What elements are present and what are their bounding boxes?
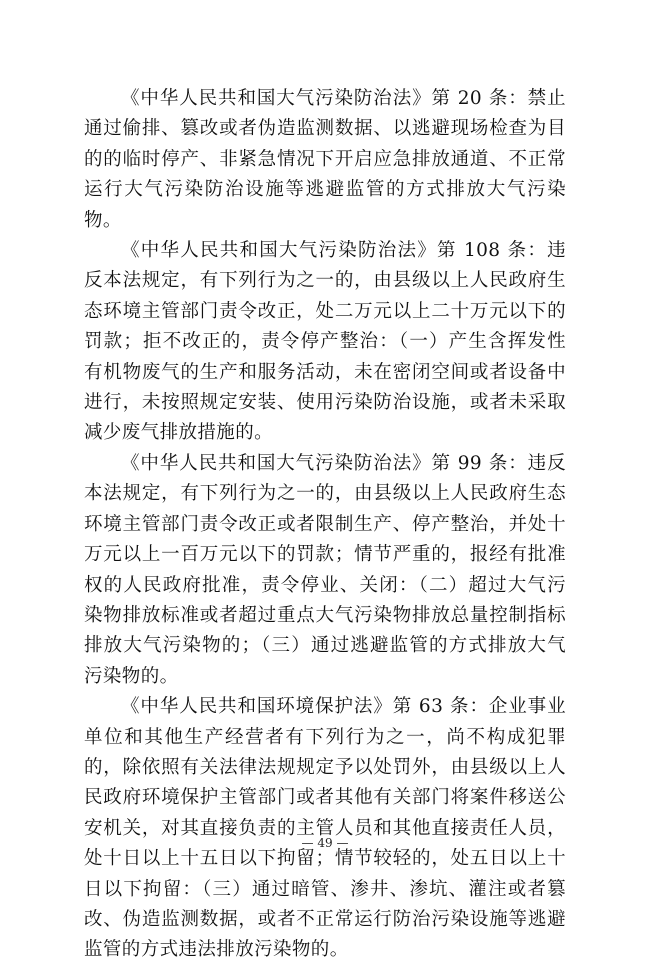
paragraph-air-law-article-99: 《中华人民共和国大气污染防治法》第 99 条：违反本法规定，有下列行为之一的，由县级以上人民政府生态环境主管部门责令改正或者限制生产、停产整治，并处十万元以上一百万元以下的罚款；情节严重的，报经有批准权的人民政府批准，责令停业、关闭：（二）超过大气污染物排放标准或者超过重点大气污染物排放总量控制指标排放大气污染物的；（三）通过逃避监管的方式排放大气污染物的。 (84, 452, 566, 687)
page-number: — 49 — (301, 836, 349, 850)
paragraph-environmental-law-article-63: 《中华人民共和国环境保护法》第 63 条：企业事业单位和其他生产经营者有下列行为之一，尚不构成犯罪的，除依照有关法律法规规定予以处罚外，由县级以上人民政府环境保护主管部门或者其他有关部门将案件移送公安机关，对其直接负责的主管人员和其他直接责任人员，处十日以上十五日以下拘留；情节较轻的，处五日以上十日以下拘留：（三）通过暗管、渗井、渗坑、灌注或者篡改、伪造监测数据，或者不正常运行防治污染设施等逃避监管的方式违法排放污染物的。 (84, 696, 566, 961)
paragraph-air-law-article-20: 《中华人民共和国大气污染防治法》第 20 条：禁止通过偷排、篡改或者伪造监测数据、以逃避现场检查为目的的临时停产、非紧急情况下开启应急排放通道、不正常运行大气污染防治设施等逃避监管的方式排放大气污染物。 (84, 88, 566, 231)
document-body (84, 84, 566, 966)
paragraph-air-law-article-108: 《中华人民共和国大气污染防治法》第 108 条：违反本法规定，有下列行为之一的，由县级以上人民政府生态环境主管部门责令改正，处二万元以上二十万元以下的罚款；拒不改正的，责令停产整治：（一）产生含挥发性有机物废气的生产和服务活动，未在密闭空间或者设备中进行，未按照规定安装、使用污染防治设施，或者未采取减少废气排放措施的。 (84, 240, 566, 444)
